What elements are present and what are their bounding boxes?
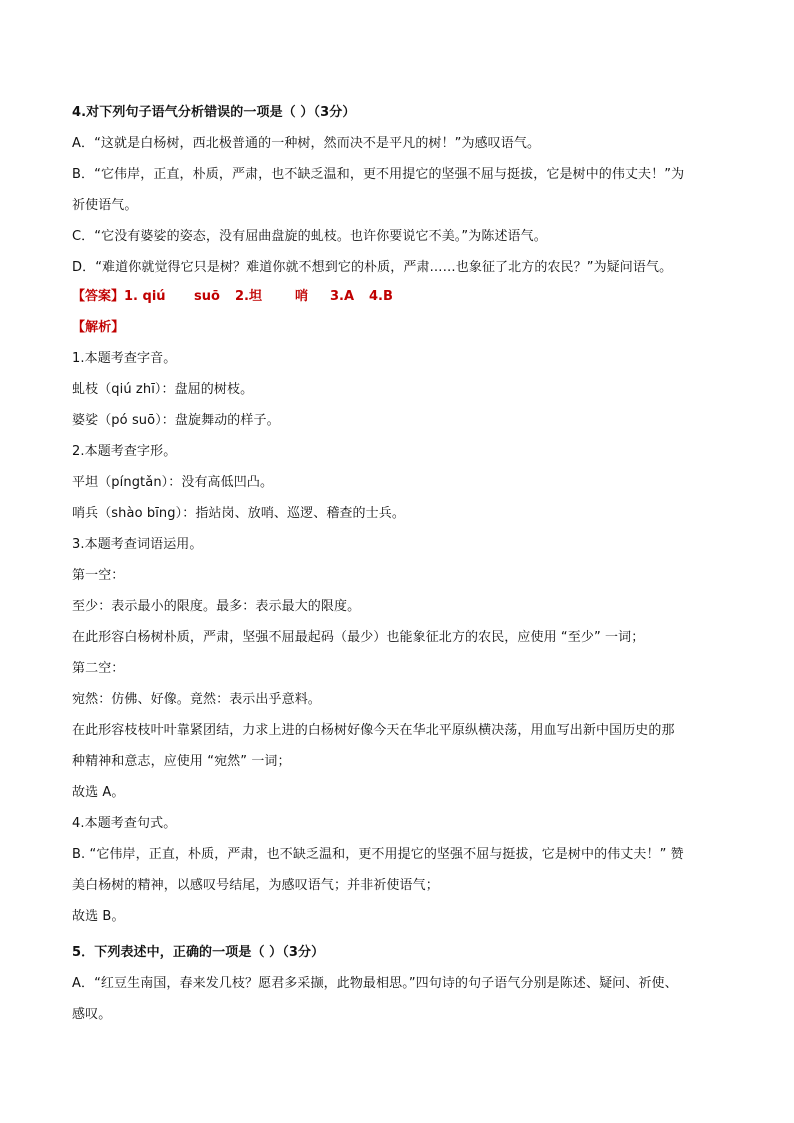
analysis-line: 虬枝（qiú zhī）：盘屈的树枝。 [72,382,254,397]
answer-item: 4.B [369,289,393,304]
analysis-line: 在此形容白杨树朴质，严肃，坚强不屈最起码（最少）也能象征北方的农民，应使用 “至少” 一词； [72,630,645,645]
analysis-line: 在此形容枝枝叶叶靠紧团结，力求上进的白杨树好像今天在华北平原纵横决荡，用血写出新中国历史的那 [72,723,675,738]
analysis-line: 3.本题考查词语运用。 [72,537,203,552]
answer-item: 3.A [330,289,355,304]
analysis-line: 美白杨树的精神，以感叹号结尾，为感叹语气；并非祈使语气； [72,878,439,893]
question-4-option-c: C．“它没有婆娑的姿态，没有屈曲盘旋的虬枝。也许你要说它不美。”为陈述语气。 [72,229,547,244]
analysis-line: 至少：表示最小的限度。最多：表示最大的限度。 [72,599,361,614]
analysis-line: 种精神和意志，应使用 “宛然” 一词； [72,754,291,769]
answer-item: 哨 [295,289,309,304]
analysis-line: 2.本题考查字形。 [72,444,177,459]
answer-label: 【答案】1. qiú [72,289,166,304]
question-5-option-a-continued: 感叹。 [72,1007,112,1022]
analysis-line: 平坦（píngtǎn）：没有高低凹凸。 [72,475,274,490]
question-5-option-a: A．“红豆生南国，春来发几枝？愿君多采撷，此物最相思。”四句诗的句子语气分别是陈述、疑问、祈使、 [72,976,678,991]
analysis-line: 宛然：仿佛、好像。竟然：表示出乎意料。 [72,692,321,707]
analysis-line: 4.本题考查句式。 [72,816,177,831]
analysis-line: 哨兵（shào bīng）：指站岗、放哨、巡逻、稽查的士兵。 [72,506,405,521]
question-4-option-b-continued: 祈使语气。 [72,198,138,213]
analysis-line: 婆娑（pó suō）：盘旋舞动的样子。 [72,413,280,428]
analysis-line: 故选 B。 [72,909,125,924]
analysis-heading: 【解析】 [72,320,125,335]
question-4-stem: 4.对下列句子语气分析错误的一项是（ ）（3分） [72,105,356,120]
analysis-line: 故选 A。 [72,785,125,800]
analysis-line: B. “它伟岸，正直，朴质，严肃，也不缺乏温和，更不用提它的坚强不屈与挺拔，它是树中的伟丈夫！” 赞 [72,847,684,862]
question-4-option-b: B．“它伟岸，正直，朴质，严肃，也不缺乏温和，更不用提它的坚强不屈与挺拔，它是树中的伟丈夫！”为 [72,167,685,182]
question-4-option-d: D．“难道你就觉得它只是树？难道你就不想到它的朴质，严肃……也象征了北方的农民？”为疑问语气。 [72,260,673,275]
answer-item: 2.坦 [235,289,262,304]
analysis-line: 第二空： [72,661,125,676]
analysis-line: 1.本题考查字音。 [72,351,177,366]
answer-item: suō [194,289,220,304]
analysis-line: 第一空： [72,568,125,583]
question-4-option-a: A．“这就是白杨树，西北极普通的一种树，然而决不是平凡的树！”为感叹语气。 [72,136,541,151]
question-5-stem: 5．下列表述中，正确的一项是（ ）（3分） [72,945,325,960]
